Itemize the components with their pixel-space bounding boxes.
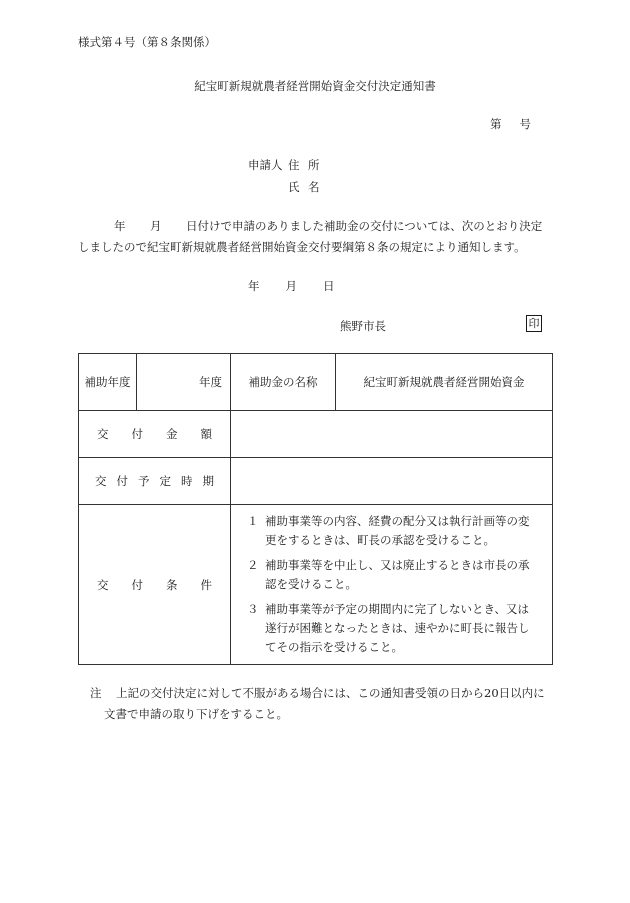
doc-number-prefix: 第 bbox=[490, 117, 502, 131]
address-label-char-1: 住 bbox=[288, 158, 300, 172]
condition-item: １ 補助事業等の内容、経費の配分又は執行計画等の変更をするときは、町長の承認を受けること。 bbox=[247, 514, 530, 547]
note-mark: 注 bbox=[90, 686, 102, 700]
name-label-char-1: 氏 bbox=[288, 180, 300, 194]
table-row-timing bbox=[79, 458, 553, 505]
table-row-amount bbox=[79, 411, 553, 458]
body-month: 月 bbox=[150, 219, 162, 233]
form-number: 様式第４号（第８条関係） bbox=[78, 35, 216, 49]
body-paragraph bbox=[78, 216, 556, 258]
table-row-fiscal-year bbox=[79, 354, 553, 411]
note bbox=[90, 683, 560, 725]
timing-label: 交 付 予 定 時 期 bbox=[79, 458, 231, 505]
body-year: 年 bbox=[114, 219, 126, 233]
subsidy-name-value: 紀宝町新規就農者経営開始資金 bbox=[336, 354, 553, 411]
applicant-label: 申請人 bbox=[248, 158, 283, 172]
conditions-value bbox=[231, 505, 553, 665]
amount-label: 交 付 金 額 bbox=[79, 411, 231, 458]
applicant-name-row bbox=[248, 179, 322, 195]
seal-mark: 印 bbox=[526, 315, 542, 332]
subsidy-name-label: 補助金の名称 bbox=[231, 354, 336, 411]
body-text-line-2: しましたので紀宝町新規就農者経営開始資金交付要綱第８条の規定により通知します。 bbox=[78, 240, 526, 254]
name-label-char-2: 名 bbox=[308, 180, 320, 194]
issuer-title: 熊野市長 bbox=[340, 319, 386, 333]
condition-item: ３ 補助事業等が予定の期間内に完了しないとき、又は遂行が困難となったときは、速やかに町長に報告してその指示を受けること。 bbox=[247, 602, 530, 654]
doc-number-suffix: 号 bbox=[519, 117, 531, 131]
amount-value bbox=[231, 411, 553, 458]
applicant-address-row bbox=[248, 157, 322, 173]
body-text-line-1: 日付けで申請のありました補助金の交付については、次のとおり決定 bbox=[186, 219, 543, 233]
table-row-conditions bbox=[79, 505, 553, 665]
subsidy-table bbox=[78, 353, 553, 665]
address-label-char-2: 所 bbox=[308, 158, 320, 172]
issue-date-month: 月 bbox=[285, 279, 297, 293]
issue-date bbox=[248, 278, 335, 294]
conditions-label: 交 付 条 件 bbox=[79, 505, 231, 665]
issue-date-day: 日 bbox=[323, 279, 335, 293]
note-line-2: 文書で申請の取り下げをすること。 bbox=[104, 707, 288, 721]
note-line-1: 上記の交付決定に対して不服がある場合には、この通知書受領の日から20日以内に bbox=[116, 686, 545, 700]
timing-value bbox=[231, 458, 553, 505]
condition-item: ２ 補助事業等を中止し、又は廃止するときは市長の承認を受けること。 bbox=[247, 558, 530, 591]
document-number bbox=[490, 116, 531, 132]
fiscal-year-label: 補助年度 bbox=[79, 354, 137, 411]
issue-date-year: 年 bbox=[248, 279, 260, 293]
document-title: 紀宝町新規就農者経営開始資金交付決定通知書 bbox=[194, 79, 436, 93]
fiscal-year-value: 年度 bbox=[137, 354, 231, 411]
